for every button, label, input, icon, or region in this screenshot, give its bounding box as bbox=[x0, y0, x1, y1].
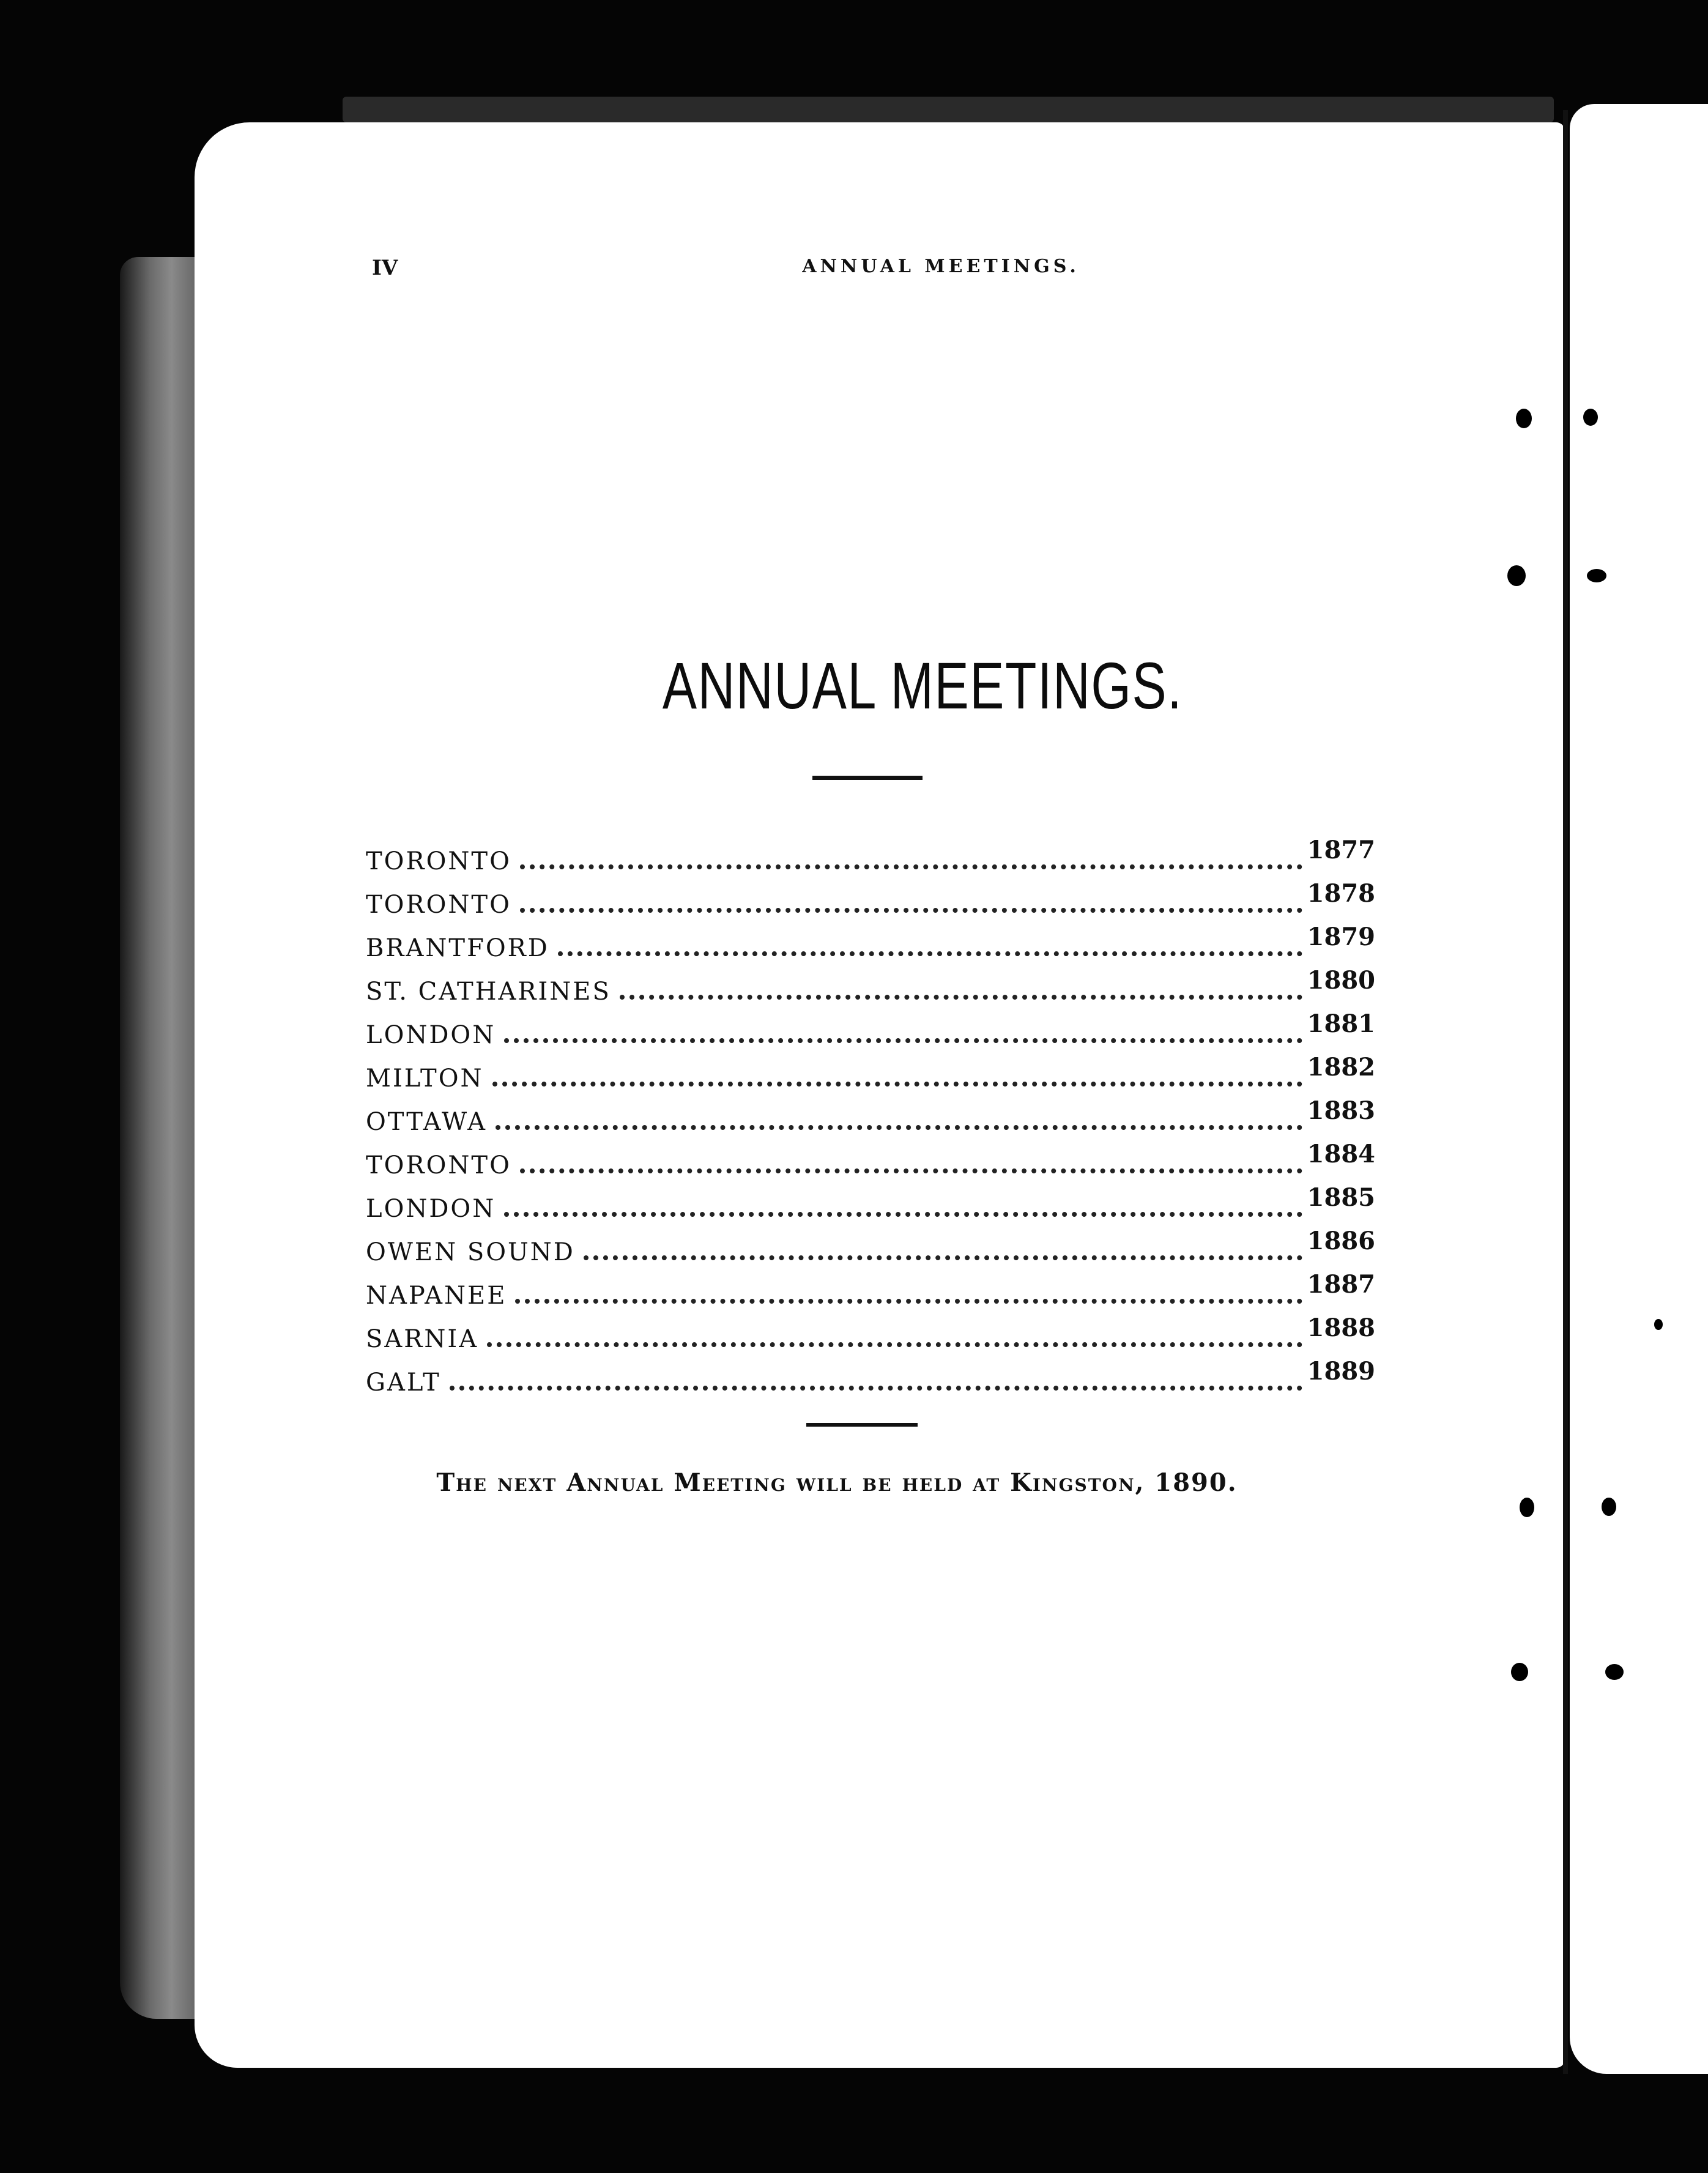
meeting-row bbox=[366, 1179, 1375, 1223]
meeting-city: ST. CATHARINES bbox=[366, 978, 611, 1006]
page-title: ANNUAL MEETINGS. bbox=[662, 648, 1183, 722]
page-shadow bbox=[343, 97, 1554, 122]
meeting-year: 1889 bbox=[1307, 1357, 1375, 1386]
scan-speck bbox=[1511, 1663, 1528, 1681]
meeting-year: 1880 bbox=[1307, 966, 1375, 995]
facing-page bbox=[1570, 104, 1708, 2074]
scan-speck bbox=[1654, 1319, 1663, 1330]
meeting-city: LONDON bbox=[366, 1195, 496, 1223]
book-spine bbox=[120, 257, 206, 2019]
document-page bbox=[195, 122, 1565, 2068]
meeting-row bbox=[366, 1353, 1375, 1397]
scan-speck bbox=[1583, 409, 1598, 426]
dot-leader bbox=[584, 1255, 1302, 1260]
meeting-row bbox=[366, 832, 1375, 875]
dot-leader bbox=[504, 1038, 1302, 1043]
dot-leader bbox=[558, 951, 1302, 956]
meeting-year: 1877 bbox=[1307, 836, 1375, 864]
meeting-year: 1887 bbox=[1307, 1270, 1375, 1299]
meeting-row bbox=[366, 875, 1375, 919]
dot-leader bbox=[487, 1342, 1302, 1347]
dot-leader bbox=[450, 1385, 1302, 1391]
gutter-line bbox=[1563, 110, 1568, 2074]
meeting-city: OWEN SOUND bbox=[366, 1238, 575, 1266]
meeting-year: 1885 bbox=[1307, 1183, 1375, 1212]
meeting-row bbox=[366, 962, 1375, 1006]
scan-speck bbox=[1520, 1498, 1534, 1517]
dot-leader bbox=[620, 994, 1302, 1000]
scan-speck bbox=[1587, 569, 1606, 582]
meeting-row bbox=[366, 1223, 1375, 1266]
meeting-year: 1884 bbox=[1307, 1140, 1375, 1168]
dot-leader bbox=[520, 1168, 1302, 1173]
scan-speck bbox=[1516, 409, 1532, 428]
footer-rule bbox=[806, 1423, 918, 1427]
meeting-city: LONDON bbox=[366, 1021, 496, 1049]
meeting-city: NAPANEE bbox=[366, 1282, 507, 1310]
meeting-year: 1886 bbox=[1307, 1227, 1375, 1255]
scan-speck bbox=[1605, 1664, 1624, 1680]
meeting-row bbox=[366, 1093, 1375, 1136]
page-number: IV bbox=[372, 256, 398, 280]
meeting-year: 1882 bbox=[1307, 1053, 1375, 1082]
meeting-city: SARNIA bbox=[366, 1325, 479, 1353]
meeting-row bbox=[366, 1266, 1375, 1310]
meeting-city: TORONTO bbox=[366, 891, 511, 919]
meeting-city: TORONTO bbox=[366, 847, 511, 875]
dot-leader bbox=[496, 1124, 1302, 1130]
meeting-row bbox=[366, 1006, 1375, 1049]
running-head: ANNUAL MEETINGS. bbox=[802, 256, 1080, 277]
dot-leader bbox=[520, 864, 1302, 869]
meeting-row bbox=[366, 1049, 1375, 1093]
meeting-year: 1888 bbox=[1307, 1313, 1375, 1342]
title-rule bbox=[812, 776, 923, 780]
dot-leader bbox=[515, 1298, 1302, 1304]
meeting-city: MILTON bbox=[366, 1064, 484, 1093]
meeting-year: 1879 bbox=[1307, 923, 1375, 951]
meeting-row bbox=[366, 1310, 1375, 1353]
meeting-city: GALT bbox=[366, 1369, 441, 1397]
meeting-city: OTTAWA bbox=[366, 1108, 487, 1136]
scan-speck bbox=[1507, 565, 1526, 586]
dot-leader bbox=[504, 1211, 1302, 1217]
meeting-city: TORONTO bbox=[366, 1151, 511, 1179]
scan-speck bbox=[1602, 1498, 1616, 1516]
meeting-city: BRANTFORD bbox=[366, 934, 549, 962]
meeting-row bbox=[366, 1136, 1375, 1179]
dot-leader bbox=[520, 907, 1302, 913]
next-meeting-note: The next Annual Meeting will be held at Kingston, 1890. bbox=[436, 1468, 1238, 1497]
meeting-year: 1883 bbox=[1307, 1096, 1375, 1125]
meeting-year: 1878 bbox=[1307, 879, 1375, 908]
dot-leader bbox=[492, 1081, 1302, 1086]
meeting-year: 1881 bbox=[1307, 1009, 1375, 1038]
meetings-list bbox=[366, 832, 1375, 1397]
meeting-row bbox=[366, 919, 1375, 962]
